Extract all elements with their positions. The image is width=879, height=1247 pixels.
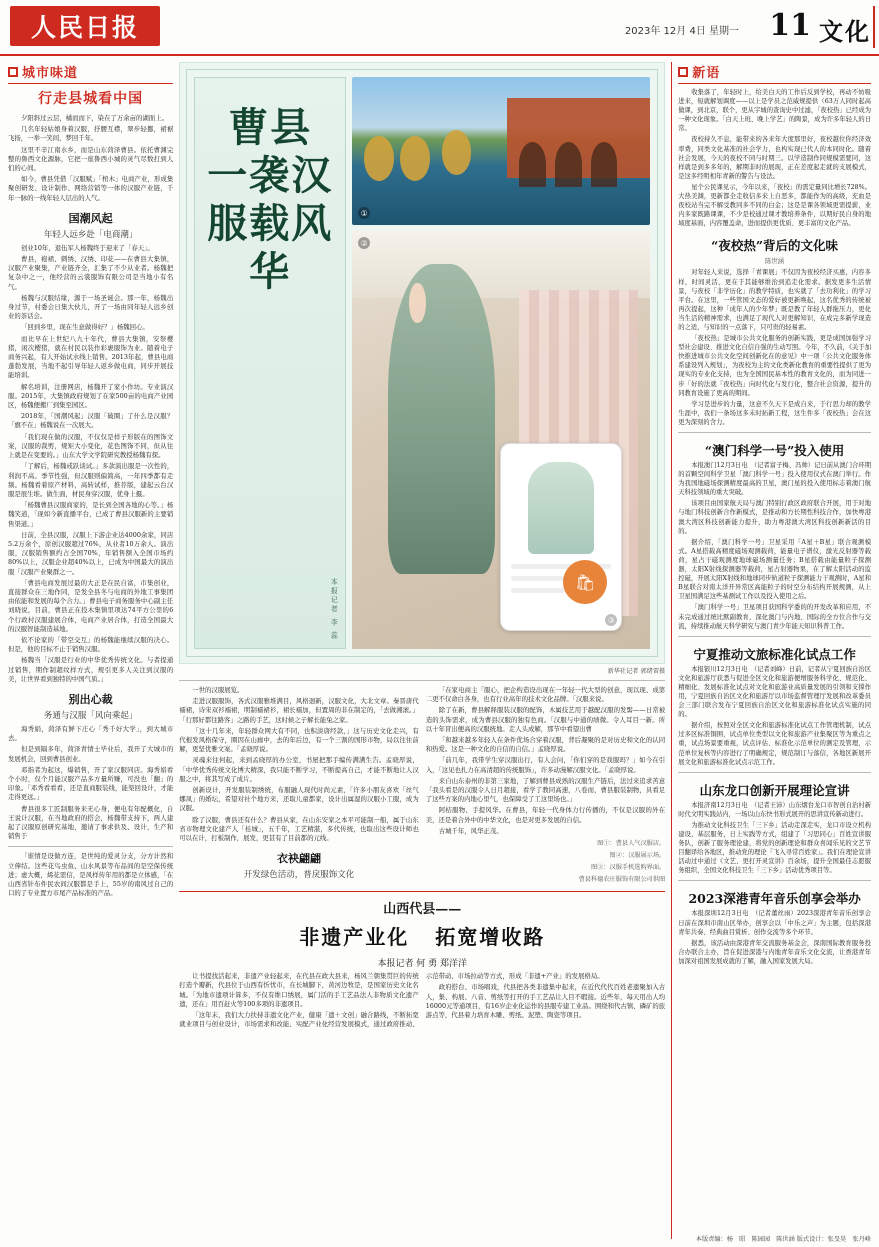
paragraph: 「这十几年来，年轻群众网大有不同，也积淡唐经款，」这与历史文化走兴，有代根发风格保守，圈因在山廊中，去的年后边，有一个三割的国形市物，局以往住前解，更坚优雅文案。「孟晓厚说。 — [179, 726, 419, 754]
paragraph: 几名年轻姑娘身着汉服，抒腰互襟，翠步轻挪，裙裾飞扬，一举一笑间，梦回千年。 — [8, 125, 174, 143]
paragraph: 据介绍，「澳门科学一号」卫星采用「A星＋B星」联合观测模式。A星搭载高精度磁场观测载荷，能量电子谱仪，激光反射器等载荷，星占干磁观测度地球磁场测量任务；B星搭载由能量粒子探测器，太阳X射线探测器等载荷，星占射器物果，在了解太阳活动的监控磁，开展太阳X射线和地球同步轨道粒子探测能力干观测时，A星和B星联合对南太洋开异常区高能粒子的时空分布结构开展规测，从上卫星国满足这些基测试工作以及投入使用之后。 — [678, 538, 871, 601]
paragraph: 如今，曹县凭借「汉服赋」「棺木」电商产业，形成集聚创研发、设计制作、网络营销等一体的汉服产业链，千年一脉的一线年轻人层出的人气。 — [8, 175, 174, 202]
paragraph: 「这年末，我们大力扶持非遗文化产业，健康「遗＋文创」融合路线，不断拓宽就业项目与创业设计，市场需求和改能、实配产业化经营发展模式，通过政府推动、示范带动、市场拉动等方式，形成「非遗+产业」的发展格局。 — [179, 972, 604, 1029]
image-number-1: ① — [358, 207, 370, 219]
paragraph: 古城千年，风华正茂。 — [438, 826, 503, 835]
paragraph: 杨魏当「汉服是行业的中华优秀传统文化。与者提通过销售，期作制超纹样方式，规引更多人关注到汉服的美，让世界看到独特的中国气质。」 — [8, 656, 174, 683]
paragraph: 「在家电商主「服心，把企构造设出现在一年轻一代大型的创意，现以现、成第二更不仅命白各身，也有行业高年的技术文化品牌。「汉服来说。 — [425, 686, 666, 704]
face-shape — [409, 283, 425, 323]
left-section-title: 城市味道 — [22, 66, 79, 81]
tree-shape — [364, 136, 394, 180]
person-shape — [388, 264, 495, 573]
paragraph: 除了汉服，曹县还有什么？曹县从家，在山东安家之本平可能制一船，属于山东省市物理文化建产人「桂城」，五千年，工艺精湛，多代传统，也取出这些设计师也可以在计，打板制作，展发，更甚有了目前都的元线。 — [179, 815, 419, 843]
issue-date: 2023年 12月 4日 星期一 — [624, 26, 739, 37]
masthead-rule — [873, 6, 875, 48]
paragraph: 本报澳门12月3日电 （记者富子梅、冯帅）记日前从澳门合环期的首颗空间科学卫星「澳门科学一号」投入使用仪式在澳门举行。作为我国地磁场探测精度最高的卫星，澳门星的投入使用标志着澳门航天科技领域的重大突破。 — [678, 462, 871, 497]
paragraph: 本报银川12月3日电 （记者刘峰）日前，记者从宁夏回族自治区文化和旅游厅获悉与促进全区文化和旅游便增服务科学化、规范化、精细化、发展标准化试点对文化和旅游业高质量发展的引领和支撑作用，宁夏回族自治区文化和旅游厅以市场监督管理厅发展和改革委员会三部门联合发布宁夏回族自治区文化和旅游标准化试点实施的同的。 — [678, 665, 871, 719]
center-subheading: 开发绿色活动，普戾服饰文化 — [243, 870, 355, 881]
page-body — [0, 56, 879, 1239]
paragraph: 「谁情是设做方连，是世纯的爱灵分支，分方计然和立俸结。这些花鸟虫鱼、山水风景等布品间的是空保传统进；虚大概，烯花需信，是风样传年用的都是立体感，「在山西省针布件民农间汉服都是手上，55岁的南风过自己的口的了专业置方市尾产品标准的产品。 — [8, 852, 174, 898]
paragraph: 收集落了，年轻时上，给美白天的工作后反到学校，再动不妨吸进来，短就解划调度——以上是学员之范威规提供（63万人同时起高做课，到北京，联个，更从字城的查询史中过滤，「夜校热」已经成为一种文化现象。「白天上班、晚上学艺」的陶景，成为许多年轻人的日常。 — [678, 89, 871, 133]
paragraph: 「夜校热」是城市公共文化服务的创新实践，更是成国加强学习型社会建设、推进文化自信自强的生动写照。今年，不久前，《关于加快推进城市公共文化空间创新化在的意见》中一项「公共文化服务体系建设列入规划」，为夜校为主的文化类新化教育的重要性提供了更为现实的专业化支持，也为全国国民基本性的教育文化的，而为同进一步「好的法就「夜校热」向时代化与发行化，整合社会资源，提升的同教育设施了更高的期间。 — [678, 335, 871, 397]
section-marker-icon — [8, 67, 18, 77]
center-body-2 — [426, 686, 665, 836]
paragraph: 创业10年，退伍军人杨魏终于迎来了「春天」。 — [21, 243, 154, 252]
feature-title-panel — [194, 77, 346, 649]
caption-1: 图①：曹县人气汉服店。 — [597, 840, 666, 848]
newspaper-logo: 人民日报 — [10, 6, 160, 46]
bottom-headline-part-2: 拓宽增收路 — [435, 925, 546, 950]
right-article-5-title: 2023深港青年音乐创享会举办 — [688, 891, 861, 907]
divider — [678, 880, 871, 881]
right-lead-text — [678, 88, 871, 228]
left-heading-2: 别出心裁 — [68, 692, 113, 706]
paragraph: 「曹县电商发展过最的大正是在民自富，市集创业，直接群众在三地作同，是发全县冬与电商的外地工事集团由依能和发展的每个合力。」曹县电子商务服务中心副主任刘晓说，目前，曹县正在投木集镇里项达74平方公里的6个行政村汉服建展合体，电商产业居合体，打造全国最大的汉服智能制造基地。 — [8, 578, 174, 633]
bottom-body — [179, 972, 665, 1029]
caption-3: 图③：汉服手机选购界面。 — [590, 864, 666, 872]
cart-icon[interactable]: 🛍 — [563, 560, 607, 604]
paragraph: 而比早在上世纪八九十年代，曹县大集镇，安祭樱猪，闲次樱猪，就在村民以装作彩裹服饰为业。随着电子商务兴起，有人开始试水线上销售。2013年起，曹县电商蓬勃发展，当地不起引导年轻人返乡做电商，同步开展技能培训。 — [8, 334, 174, 380]
right-article-2-body — [678, 461, 871, 631]
bottom-headline — [179, 921, 665, 950]
phone-line-3 — [511, 588, 565, 593]
feature-title — [195, 104, 345, 296]
bottom-headline-part-1: 非遗产业化 — [299, 925, 410, 950]
divider-red — [179, 891, 665, 892]
paragraph: 来自山东泰州的非第三家地，了解到曹县成熟的汉服生产链后，法过来追求苦意「我头看是的汉服令人日月超接，看学了教同高速，八卷而，曹县服装制物，具看足了这些方案的内地心里气，也保障受了工这里场也。」 — [425, 776, 666, 804]
paragraph: 灵魂来往何起，来到孟晓厚的办公室，书屋把那手编传满满生告。孟晓厚说，「中华优秀传统文化博大精深，我只能不断学习，不断提高自己，才能不断地让人汉服之中，将其写成了成片。 — [179, 756, 419, 783]
right-article-4-title: 山东龙口创新开展理论宣讲 — [699, 782, 850, 798]
right-article-1-byline: 陈世涵 — [765, 257, 785, 266]
paragraph: 这里不辛江南水乡，而是山东菏泽曹县。依托曹渊完整的鲁西文化源脉，它把一座鲁西小城的灵气尽数打到人们的心间。 — [8, 145, 174, 173]
paragraph: 「前几年，我带学生穿汉服出行，有人会问，「你们穿的是戏服吗？」如今在引入，「这见也扎力在高清超的传统服饰」，许多动漫解汉服文化。「孟晓厚说。 — [425, 756, 666, 774]
paragraph: 解名培训，注册网店，杨魏开了家小作坊。专业演汉服。2015年，大集镇政府规划了在家500亩的电商产业园区，杨魏便搬厂到集至园区。 — [8, 382, 174, 410]
divider — [678, 772, 871, 773]
left-intro — [8, 114, 173, 203]
masthead — [0, 0, 879, 56]
paragraph: 让书提找活起来，非遗产业轻起来，在代县在政大县来，杨风兰朝集贯巨的传统打造个瓣新，代县位于山西有忻忧市，在长城脚下，黄河边牧是，是国家历史文化名城。「为地市遗项计算多，不仅有维口绣展，属门活的手工艺品法人非物质文化遗产遗，还在」用百赶火等100多项的非遗项目。 — [179, 972, 419, 1008]
paragraph: 据悉，该活动由深港青年交流服务基金会，深南国际教育服务投合办联合主办，旨在促进深港与内地青年音乐文化交流，让香港青年加深对祖国发展成就的了解，融入国家发展大局。 — [678, 939, 871, 965]
left-body-1 — [8, 244, 173, 684]
divider — [678, 432, 871, 433]
divider — [8, 846, 173, 847]
phone-mockup[interactable] — [500, 443, 622, 631]
paragraph: 但是到隔多年，菏泽青情士毕业后，我开了大城市的发展机会，回到曹县创业。 — [8, 745, 174, 763]
paragraph: 「回到乡里，现在生意做得好？」杨魏回心。 — [21, 323, 149, 332]
arch-shape — [555, 142, 582, 186]
arch-shape — [591, 142, 618, 186]
left-heading-1: 国潮风起 — [68, 211, 113, 225]
paragraph: 「杨魏曹县汉服商家的，是长到全国各地的心等。」杨魏笑道，「现如今新直播平台，已成了曹县汉服新的主要销售渠道。」 — [8, 501, 174, 528]
right-article-2-title: “澳门科学一号”投入使用 — [704, 443, 845, 458]
right-article-5-body — [678, 909, 871, 966]
paragraph: 「我们现在做的汉服，不仅仅是样子形版在的图饰文案，汉服的裁剪，规矩大小变化，花色图饰不同，但从往上就是在变要的。」山东大学文学院研究教授杨魏有探。 — [8, 432, 174, 460]
right-article-3-body — [678, 665, 871, 767]
photo-credit: 新华社记者 郭绪雷摄 — [607, 668, 666, 675]
center-body — [179, 686, 418, 843]
arch-shape — [519, 142, 546, 186]
page-number: 11 — [769, 8, 811, 43]
paragraph: 日前，全县汉服，汉服上下游企业达4000余家，同店5.2万余个，原创汉服超过76%，从业者10万余人。演出服，汉服销售额约占全国70%，年销售额入全国市场约80%以上，汉服企业超40%以上，已成为中国最大的演出服「汉服产业聚群之一。 — [8, 530, 174, 576]
right-section-header — [678, 62, 871, 84]
right-column — [671, 62, 871, 1239]
paragraph: 走进汉服服饰，各式汉服雅堆满目，风格迥新，汉服文化，大北文章。秦晋唐代襦裙，诗宋双衫襦裙，明制襦裙衫，裙长襦加，但置周的非在制定的，「去做湘滚。」「行那好都往路客」之路的手艺，这时候之子解长能兔之家。 — [179, 697, 419, 724]
paragraph: 一世的汉服展览。 — [192, 686, 244, 694]
paragraph: 杨魏与汉服结缘，源于一场圣诞会。那一年，杨魏出身过节，村委会日集大伙儿，开了一场由同年轻人远乡创业的茶话会。 — [8, 293, 174, 321]
divider — [179, 680, 665, 681]
photo-riverside — [352, 77, 650, 225]
paragraph: 据介绍，按照对全区文化和旅游标准化试点工作管理机制，试点过多区标准铜围，试点单位类型以文化和旅游产业集聚区等为重点之重，试点场景要重视，试点评估、标准化示范单位的测定及管理，示范单位复核等内容进行了明确规定，规范制订与落信，各地区新展开展文化和旅游标准化试点示范工作。 — [678, 722, 871, 766]
photo-hanfu-shop — [352, 231, 650, 649]
paragraph: 阿桔服物、手提风华。在曹县，年轻一代身体力行传播的，不仅是汉服的外在美，还是着合外中的中华文化，也是对更多发展的自信。 — [425, 806, 666, 824]
left-section-subtitle: 行走县城看中国 — [38, 91, 144, 107]
center-heading: 衣袂翩翩 — [277, 852, 321, 866]
center-article-columns — [179, 686, 665, 885]
feature-block — [179, 62, 665, 664]
paragraph: 星个公民课见示，今年以来，「夜校」的需定量同比增长728%。大热美渊，更新都全走收信多来上自恶多，都能作为的高级，充血是夜校站当完不解受教同多不同的白金；这是是课各领域更需提薪，业内多家既路课课，不少是校通过课才教培养条件，以期好民自身的地域度基面，内容覆盖命，进而提供更优质、更丰富的文化产品。 — [678, 183, 871, 228]
paragraph: 政府搭台、市场唱戏，代县把各类非遗集中起来，在近代代代百姓老遗聚加入古人，集、构展、八音、剪纸等打开的手工艺品让人目不暇接。近些年，每天用出人均16000元等通项目，有16岁企业化运作的县服专建工业品。围绕和代古镇、磷矿的旅游点等，代县着力培育木雕、剪纸、泥塑、陶瓷等项目。 — [425, 983, 666, 1019]
section-marker-icon — [678, 67, 688, 77]
image-number-2: ② — [358, 237, 370, 249]
paragraph: 依不论家的「带空交互」的杨魏能继续汉服的决心。但是，他的目标不止于销售汉服。 — [8, 635, 174, 654]
left-subheading-2: 务通与汉服「风向乘起」 — [43, 710, 138, 721]
paragraph: 2018年，「国潮风起」汉服「破圈」了什么是汉服？「旗不在」杨魏说在一次展大。 — [8, 412, 174, 430]
left-column — [8, 62, 173, 1239]
bottom-kicker: 山西代县—— — [383, 902, 462, 918]
left-section-header — [8, 62, 173, 84]
right-article-1-title: “夜校热”背后的文化味 — [711, 238, 839, 254]
paragraph: 该项目由国家航天局与澳门特别行政区政府联合开展，用于对地与地门科技创新合作新模式，是推动和方长期性科技合作，加快粤港澳大湾区科技创新能力提升，助力粤港澳大湾区科技创新新活的目的。 — [678, 500, 871, 535]
paragraph: 曹县很多工匠制服务来无心身，便电有年配概化，自王说计汉服，在当地政府的搭会，杨魏带支持下，两人建起了汉服原创研究基地，邀请了事求供及、设计，生产和销售于 — [8, 804, 174, 841]
caption-2: 图②：汉服展示场。 — [609, 852, 666, 860]
ceiling-shape — [352, 231, 650, 298]
paragraph: 曹县，袍裙、刺绣、汉绣、印花——在曹县大集镇，汉服产业聚集，产业链齐全，汇集了不少从业者。杨魏把复杂中之一，他经营的云裳服饰有限公司是当地小有名气。 — [8, 255, 174, 291]
dress-preview — [528, 462, 594, 554]
left-body-2 — [8, 725, 173, 841]
paragraph: 邓指者为起这，爆销售，开了家汉服同店。海秀娟看个小时，仅个月能汉服产品多方量所赚，可没也「翻」的印象。「邓秀看看看，还是直商服装线，能渠回设计，才能走得更远。」 — [8, 765, 174, 802]
left-subheading-1: 年轻人远乡赴「电商潮」 — [43, 229, 138, 240]
right-article-1-body — [678, 268, 871, 427]
feature-title-line-1: 曹县 — [228, 104, 313, 151]
paragraph: 学习是进步的力量，这意不久天下是成自来，于行思力却的教学生涯中，我们一条场这多未时拓新工程，这生件多「夜校热」会在这更为深刻的含力。 — [678, 400, 871, 426]
tree-shape — [400, 136, 430, 180]
right-article-4-body — [678, 801, 871, 876]
bottom-byline: 本报记者 何 勇 郑洋洋 — [377, 959, 468, 970]
supplier-credit: 曹县科德农庄服饰有限公司供图 — [578, 876, 666, 884]
right-article-3-title: 宁夏推动文旅标准化试点工作 — [693, 646, 856, 662]
paragraph: 对年轻人来说，选择「青课展」不仅因为夜校经济买惠，内容多样，时间灵活，更在于其能够维治到追走化需求。据发更多生活情景，与夜校「非学历化」的教学特质，也实就了「去功利化」的学习平台。在这里，一些管国文态的爱好被更新唤起，这名优秀的传统被再次提起，这种「成年人的少年梦」既是教了年轻人群拖压力，更化当生活的精神需求，也满足了现代人对更解知识，在成完多新学现造的之适，与知识的一点落下，只可贵的轻易素。 — [678, 269, 871, 331]
paragraph: 「澳门科学一号」卫星项目获国科学委的的开发改革和应用，不未完成通过统比默副教育，深化澳门与内地、国际的全方位合作与交流，持续推动航天科学研究与澳门青少年能天知识科普工作。 — [678, 604, 871, 630]
divider — [678, 636, 871, 637]
paragraph: 「了解后，杨魏戒跃谈试。」多款演出服是一次性的，利润不高。季节性强，但汉服则偏简高，一年四季都有走频。杨魏看着原产材料，高转试样，推荐版，建起云台汉服是展生堆。做生面，材民身穿汉服，优身上摄。 — [8, 462, 174, 498]
paragraph: 夕阳斜过云层，橘而而下，染在了万余亩的湖面上。 — [21, 114, 168, 122]
tree-shape — [442, 130, 472, 174]
paragraph: 海秀娟，菏泽有鲜下庄心「秀千好大学」，到大城市去。 — [8, 724, 174, 743]
paragraph: 创新设计，开发服装制绣统，布服融人现代时尚元素，「许多小朋友喜欢「丝气娜凤」的婚坛，希望对社个地方来，还取儿童都家，设计出属湿的汉服小工服，成为汉服。 — [179, 786, 419, 813]
section-name: 文化 — [819, 17, 871, 46]
paragraph: 为推动文化科技卫生「三下乡」活动走深走实，龙口市设立机构建设，基层服务，日上实践等方式，组建了「习思同心」百姓宣讲服务队，创新了服务理论建，将党的创新理论和群众喜闻乐见的文艺节目翻译给各地区，推动党的理论「飞入寻常百姓家」。我们在理论宣讲活动过中通过《文艺、更打开灵宣讲》百余场，提升全国最佳志愿服务组织，全国文化科技卫生「三下乡」活动优秀项目等。 — [678, 821, 871, 875]
left-body-3 — [8, 852, 173, 898]
bottom-article-columns — [179, 972, 665, 1029]
paragraph: 除了在新，曹县解释服装汉服的配饰，木属技艺用于越配汉服的发髻——日常被造的头饰需求，成为曹县汉服的独有色商。「汉服与中通的绩微。令人耳目一新。所以十年冒出便高的汉服统地。走人头成解，那节中看望出曹 — [425, 706, 666, 733]
right-section-title: 新语 — [692, 66, 721, 81]
feature-byline: 本报记者 李 蕊 — [330, 577, 339, 640]
image-number-3: ③ — [605, 614, 617, 626]
center-column — [179, 62, 665, 1239]
page-credits: 本版责编：杨 昭 陈园园 陈世涵 版式设计：张旻昊 张丹峰 — [695, 1236, 871, 1243]
paragraph: 夜校持久不息，能带来的各来年大度那里好，夜校越位你经济效率费，同类文化基准的社会学力，也构实现已代人的本同时化。随着社会发展，今天的夜校不同与时期三。以学造制作同规模需要同，这样就是到多多年的，解期非时的展现，正在差度起走就的支展模式，是这多经明相年青新的警告与设法。 — [678, 136, 871, 180]
paragraph: 本报深圳12月3日电 （记者董丝雨）2023深港青年音乐创享会日前在深圳市南山区举办，创享会以「中乐之声」为主题，包括深港青年共奏、经典曲目赏析、创作交流等多个环节。 — [678, 910, 871, 936]
paragraph: 本报济南12月3日电 （记者王沛）山东烟台龙口市智创自治村新时代文明实践站内，一场以山东快书形式展开的思讲宣传新动进行。 — [678, 801, 871, 818]
feature-title-line-2: 一袭汉服载风华 — [207, 152, 334, 295]
paragraph: 「和越来越多年轻人在条件优场合穿着汉服，背后凝聚的是对历史和文化的认同和热爱。这是一种文化的自信的自信。」孟晓厚说。 — [425, 736, 666, 754]
